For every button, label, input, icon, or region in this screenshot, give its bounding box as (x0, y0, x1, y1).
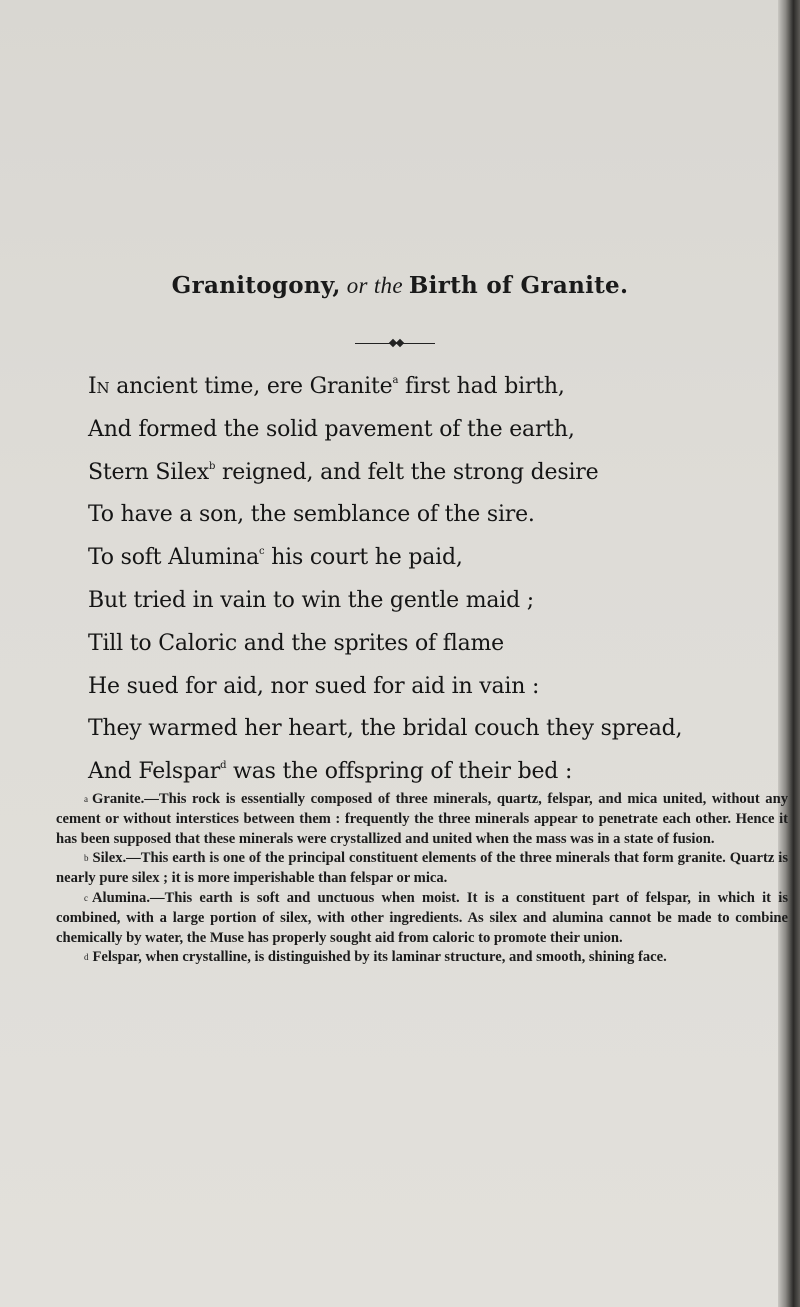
poem-line (88, 580, 778, 623)
poem-line-tail: reigned, and felt the strong desire (215, 459, 599, 485)
footnote-mark: b (84, 853, 89, 864)
poem-line-tail: was the offspring of their bed : (226, 759, 573, 785)
page-title (40, 272, 760, 299)
poem (88, 366, 778, 794)
poem-line (88, 537, 778, 580)
footnote-ref: d (220, 760, 227, 772)
footnote-text: Felspar, when crystalline, is distinguished by its laminar structure, and smooth, shining face. (92, 949, 667, 966)
poem-line (88, 452, 778, 495)
poem-line-text: He sued for aid, nor sued for aid in vain : (88, 673, 540, 699)
poem-line-lead: In (88, 374, 110, 399)
footnote-mark: c (84, 892, 88, 903)
poem-line-text: To soft Alumina (88, 545, 259, 571)
title-connector: or the (346, 273, 403, 298)
footnote (56, 889, 788, 948)
footnotes (56, 790, 788, 968)
poem-line (88, 494, 778, 537)
poem-line (88, 708, 778, 751)
footnote-mark: a (84, 794, 88, 804)
footnote-ref: a (392, 375, 399, 386)
footnote (56, 849, 788, 889)
footnote (56, 948, 788, 968)
ornament-diamond (396, 339, 404, 347)
poem-line-text: And formed the solid pavement of the earth, (88, 416, 575, 442)
poem-line (88, 666, 778, 709)
poem-line-text: ancient time, ere Granite (109, 374, 393, 399)
poem-line (88, 409, 778, 452)
poem-line (88, 751, 778, 794)
poem-line (88, 366, 778, 409)
title-blackletter: Granitogony, (171, 272, 341, 299)
footnote (56, 790, 788, 849)
poem-line-tail: his court he paid, (264, 545, 463, 571)
poem-line-text: But tried in vain to win the gentle maid ; (88, 587, 534, 613)
poem-line-text: To have a son, the semblance of the sire. (88, 502, 535, 528)
poem-line-text: They warmed her heart, the bridal couch they spread, (88, 716, 683, 742)
footnote-mark: d (84, 952, 89, 963)
title-subject: Birth of Granite. (408, 272, 629, 299)
poem-line (88, 623, 778, 666)
poem-line-text: And Felspar (88, 759, 221, 785)
poem-line-tail: first had birth, (398, 374, 565, 399)
footnote-text: Granite.—This rock is essentially composed of three minerals, quartz, felspar, and mica united, without any cement or without interstices between them : frequently the three minerals appear to penetrate each other. Hence it has been supposed that these minerals were crystallized and united when the mass was in a state of fusion. (56, 791, 788, 847)
poem-line-text: Stern Silex (88, 459, 209, 485)
footnote-text: Silex.—This earth is one of the principal constituent elements of the three minerals that form granite. Quartz is nearly pure silex ; it is more imperishable than felspar or mica. (56, 850, 788, 887)
footnote-ref: c (259, 546, 265, 558)
page-binding-edge (778, 0, 800, 1307)
title-ornament-rule (355, 340, 435, 348)
footnote-ref: b (208, 460, 216, 472)
footnote-text: Alumina.—This earth is soft and unctuous when moist. It is a constituent part of felspar, in which it is combined, with a large portion of silex, with other ingredients. As silex and alumina cannot be made to combine chemically by water, the Muse has properly sought aid from caloric to promote their union. (56, 889, 788, 946)
poem-line-text: Till to Caloric and the sprites of flame (88, 630, 504, 656)
